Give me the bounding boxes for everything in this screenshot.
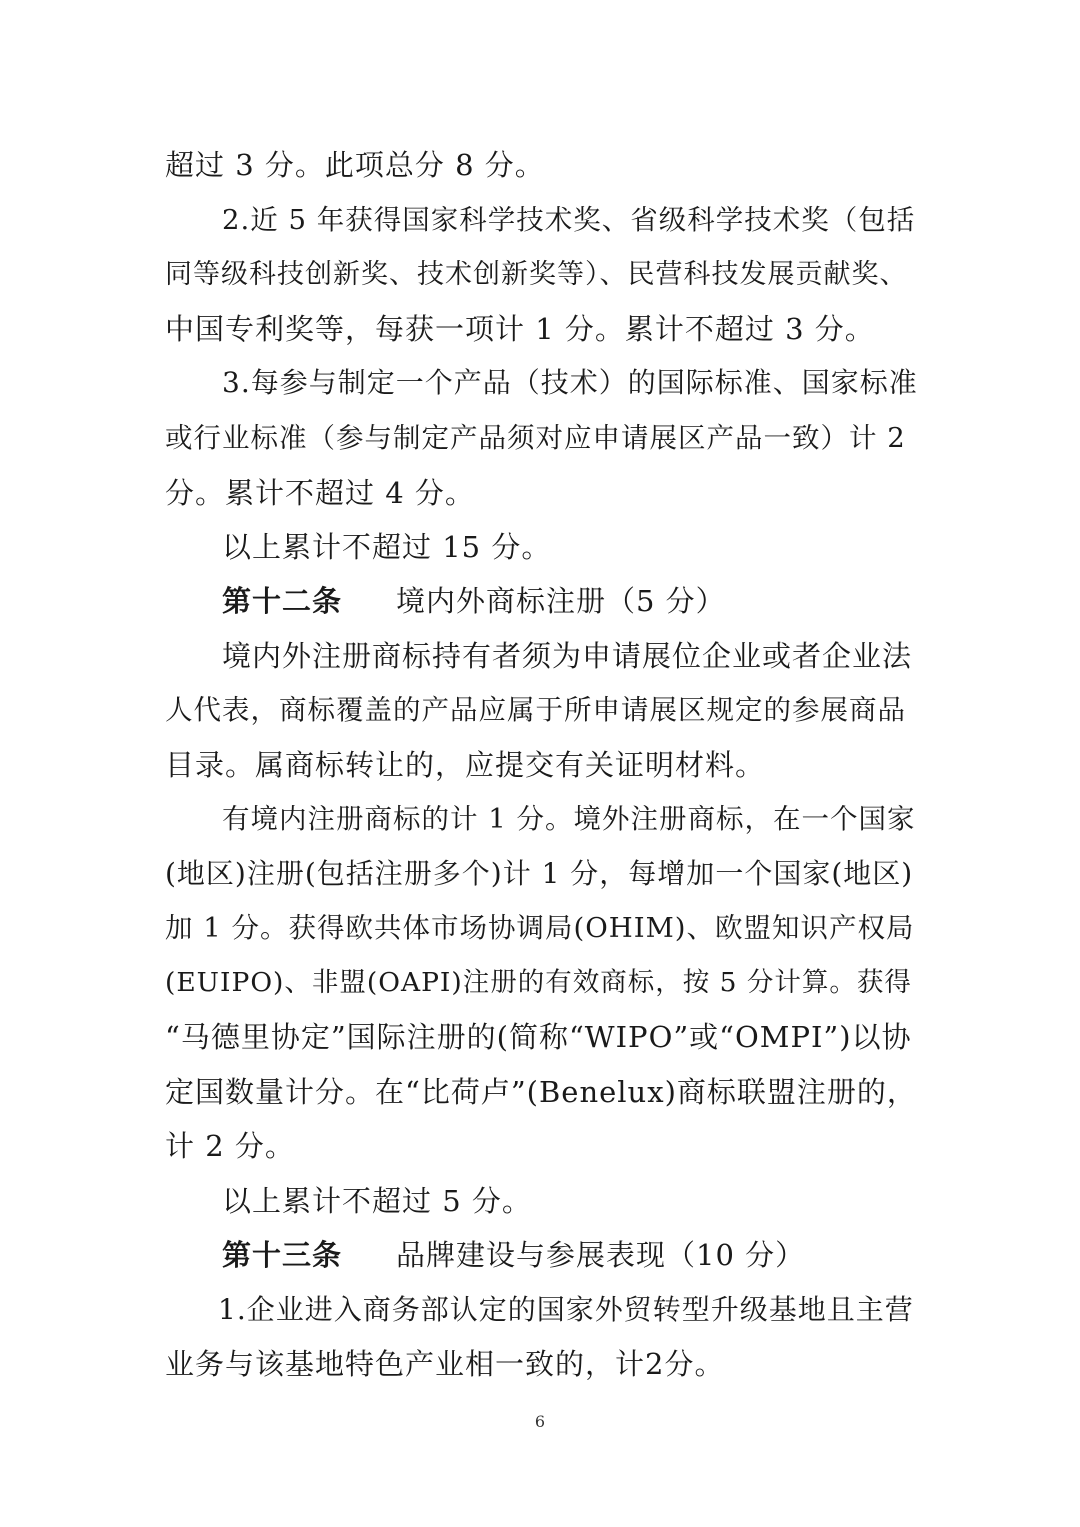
article-title: 品牌建设与参展表现（10 分）: [396, 1238, 806, 1272]
paragraph-line: (地区)注册(包括注册多个)计 1 分，每增加一个国家(地区): [165, 857, 914, 890]
article-number: 第十二条: [222, 584, 343, 618]
paragraph-line: 以上累计不超过 5 分。: [222, 1184, 532, 1218]
article-13-heading: [222, 1235, 805, 1275]
paragraph-line: 人代表，商标覆盖的产品应属于所申请展区规定的参展商品: [165, 694, 906, 726]
paragraph-line: 1.企业进入商务部认定的国家外贸转型升级基地且主营: [218, 1293, 914, 1326]
paragraph-line: 以上累计不超过 15 分。: [222, 530, 552, 564]
paragraph-line: 3.每参与制定一个产品（技术）的国际标准、国家标准: [222, 366, 918, 399]
article-title: 境内外商标注册（5 分）: [396, 584, 726, 618]
paragraph-line: 有境内注册商标的计 1 分。境外注册商标，在一个国家: [222, 803, 916, 835]
paragraph-line: 加 1 分。获得欧共体市场协调局(OHIM)、欧盟知识产权局: [165, 912, 915, 944]
paragraph-line: 目录。属商标转让的，应提交有关证明材料。: [165, 748, 766, 782]
article-12-heading: [222, 581, 726, 621]
paragraph-line: 计 2 分。: [165, 1129, 295, 1163]
paragraph-line: 境内外注册商标持有者须为申请展位企业或者企业法: [222, 639, 913, 673]
article-number: 第十三条: [222, 1238, 343, 1272]
paragraph-line: 分。累计不超过 4 分。: [165, 476, 475, 510]
paragraph-line: “马德里协定”国际注册的(简称“WIPO”或“OMPI”)以协: [165, 1020, 912, 1054]
paragraph-line: 2.近 5 年获得国家科学技术奖、省级科学技术奖（包括: [222, 204, 916, 236]
paragraph-line: 超过 3 分。此项总分 8 分。: [165, 148, 545, 182]
paragraph-line: 中国专利奖等，每获一项计 1 分。累计不超过 3 分。: [165, 312, 875, 346]
paragraph-line: (EUIPO)、非盟(OAPI)注册的有效商标，按 5 分计算。获得: [165, 967, 912, 998]
page-number: 6: [534, 1412, 546, 1431]
paragraph-line: 或行业标准（参与制定产品须对应申请展区产品一致）计 2: [165, 422, 906, 454]
paragraph-line: 同等级科技创新奖、技术创新奖等）、民营科技发展贡献奖、: [165, 259, 908, 290]
paragraph-line: 业务与该基地特色产业相一致的，计2分。: [165, 1347, 725, 1381]
paragraph-line: 定国数量计分。在“比荷卢”(Benelux)商标联盟注册的，: [165, 1075, 917, 1109]
